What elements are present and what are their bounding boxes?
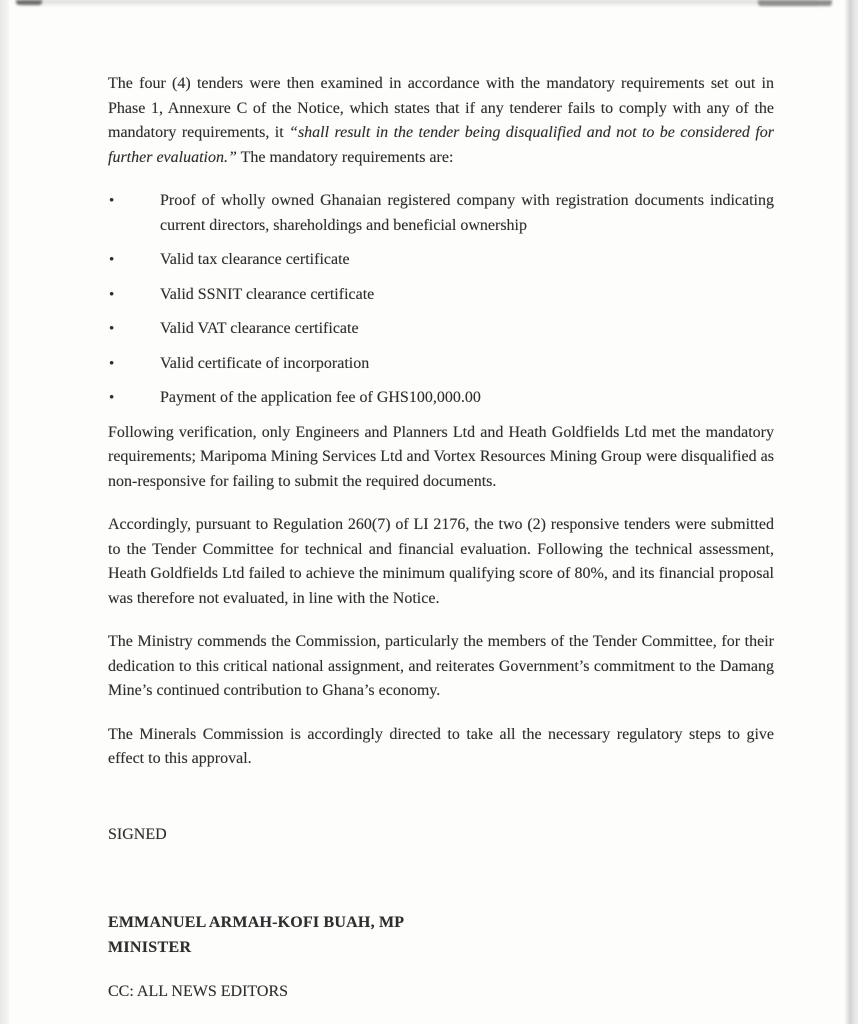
list-item	[108, 386, 774, 411]
list-item-text: Proof of wholly owned Ghanaian registered company with registration documents indicating current directors, shareholdings and beneficial ownership	[160, 192, 774, 234]
scan-top-left-mark	[16, 0, 42, 5]
list-item-text: Valid certificate of incorporation	[160, 354, 370, 372]
list-item-text: Valid VAT clearance certificate	[160, 320, 359, 337]
bullet-icon: •	[109, 355, 115, 372]
paragraph-verification: Following verification, only Engineers and Planners Ltd and Heath Goldfields Ltd met the mandatory requirements; Maripoma Mining Services Ltd and Vortex Resources Mining Group were disqualified as non-responsive for failing to submit the required documents.	[108, 423, 774, 490]
list-item	[108, 283, 774, 308]
list-item	[108, 189, 774, 238]
list-item	[108, 248, 774, 273]
list-item-text: Valid tax clearance certificate	[160, 251, 350, 268]
list-item-text: Valid SSNIT clearance certificate	[160, 285, 375, 303]
intro-quote: “shall result in the tender being disqualified and not to be considered for further evaluation.”	[108, 124, 774, 166]
intro-suffix: The mandatory requirements are:	[236, 148, 454, 166]
list-item-text: Payment of the application fee of GHS100,000.00	[160, 389, 481, 406]
cc-line: CC: ALL NEWS EDITORS	[108, 983, 289, 1000]
bullet-icon: •	[109, 321, 115, 337]
paragraph-commendation: The Ministry commends the Commission, particularly the members of the Tender Committee, for their dedication to this critical national assignment, and reiterates Government’s commitment to the Damang Mine’s continued contribution to Ghana’s economy.	[108, 633, 774, 699]
scan-top-smudge	[22, 0, 818, 7]
scan-left-edge	[0, 0, 9, 1024]
signed-label: SIGNED	[108, 825, 167, 843]
bullet-icon: •	[109, 286, 115, 303]
scan-top-right-mark	[758, 0, 832, 6]
document-body	[108, 72, 774, 1005]
mandatory-requirements-list	[108, 189, 774, 411]
signatory-name: EMMANUEL ARMAH-KOFI BUAH, MP	[108, 914, 405, 931]
bullet-icon: •	[109, 252, 115, 268]
paragraph-directive: The Minerals Commission is accordingly directed to take all the necessary regulatory steps to give effect to this approval.	[108, 725, 774, 767]
scan-right-edge	[844, 0, 858, 1024]
bullet-icon: •	[109, 193, 115, 209]
bullet-icon: •	[109, 390, 115, 406]
paragraph-evaluation: Accordingly, pursuant to Regulation 260(7) of LI 2176, the two (2) responsive tenders were submitted to the Tender Committee for technical and financial evaluation. Following the technical assessment, Heath Goldfields Ltd failed to achieve the minimum qualifying score of 80%, and its financial proposal was therefore not evaluated, in line with the Notice.	[108, 516, 774, 607]
intro-prefix: The four (4) tenders were then examined in accordance with the mandatory requirements set out in Phase 1, Annexure C of the Notice, which states that if any tenderer fails to comply with any of the mandatory requirements, it	[108, 75, 774, 141]
intro-paragraph	[108, 72, 774, 170]
signatory-title: MINISTER	[108, 938, 192, 956]
list-item	[108, 317, 774, 342]
list-item	[108, 352, 774, 377]
